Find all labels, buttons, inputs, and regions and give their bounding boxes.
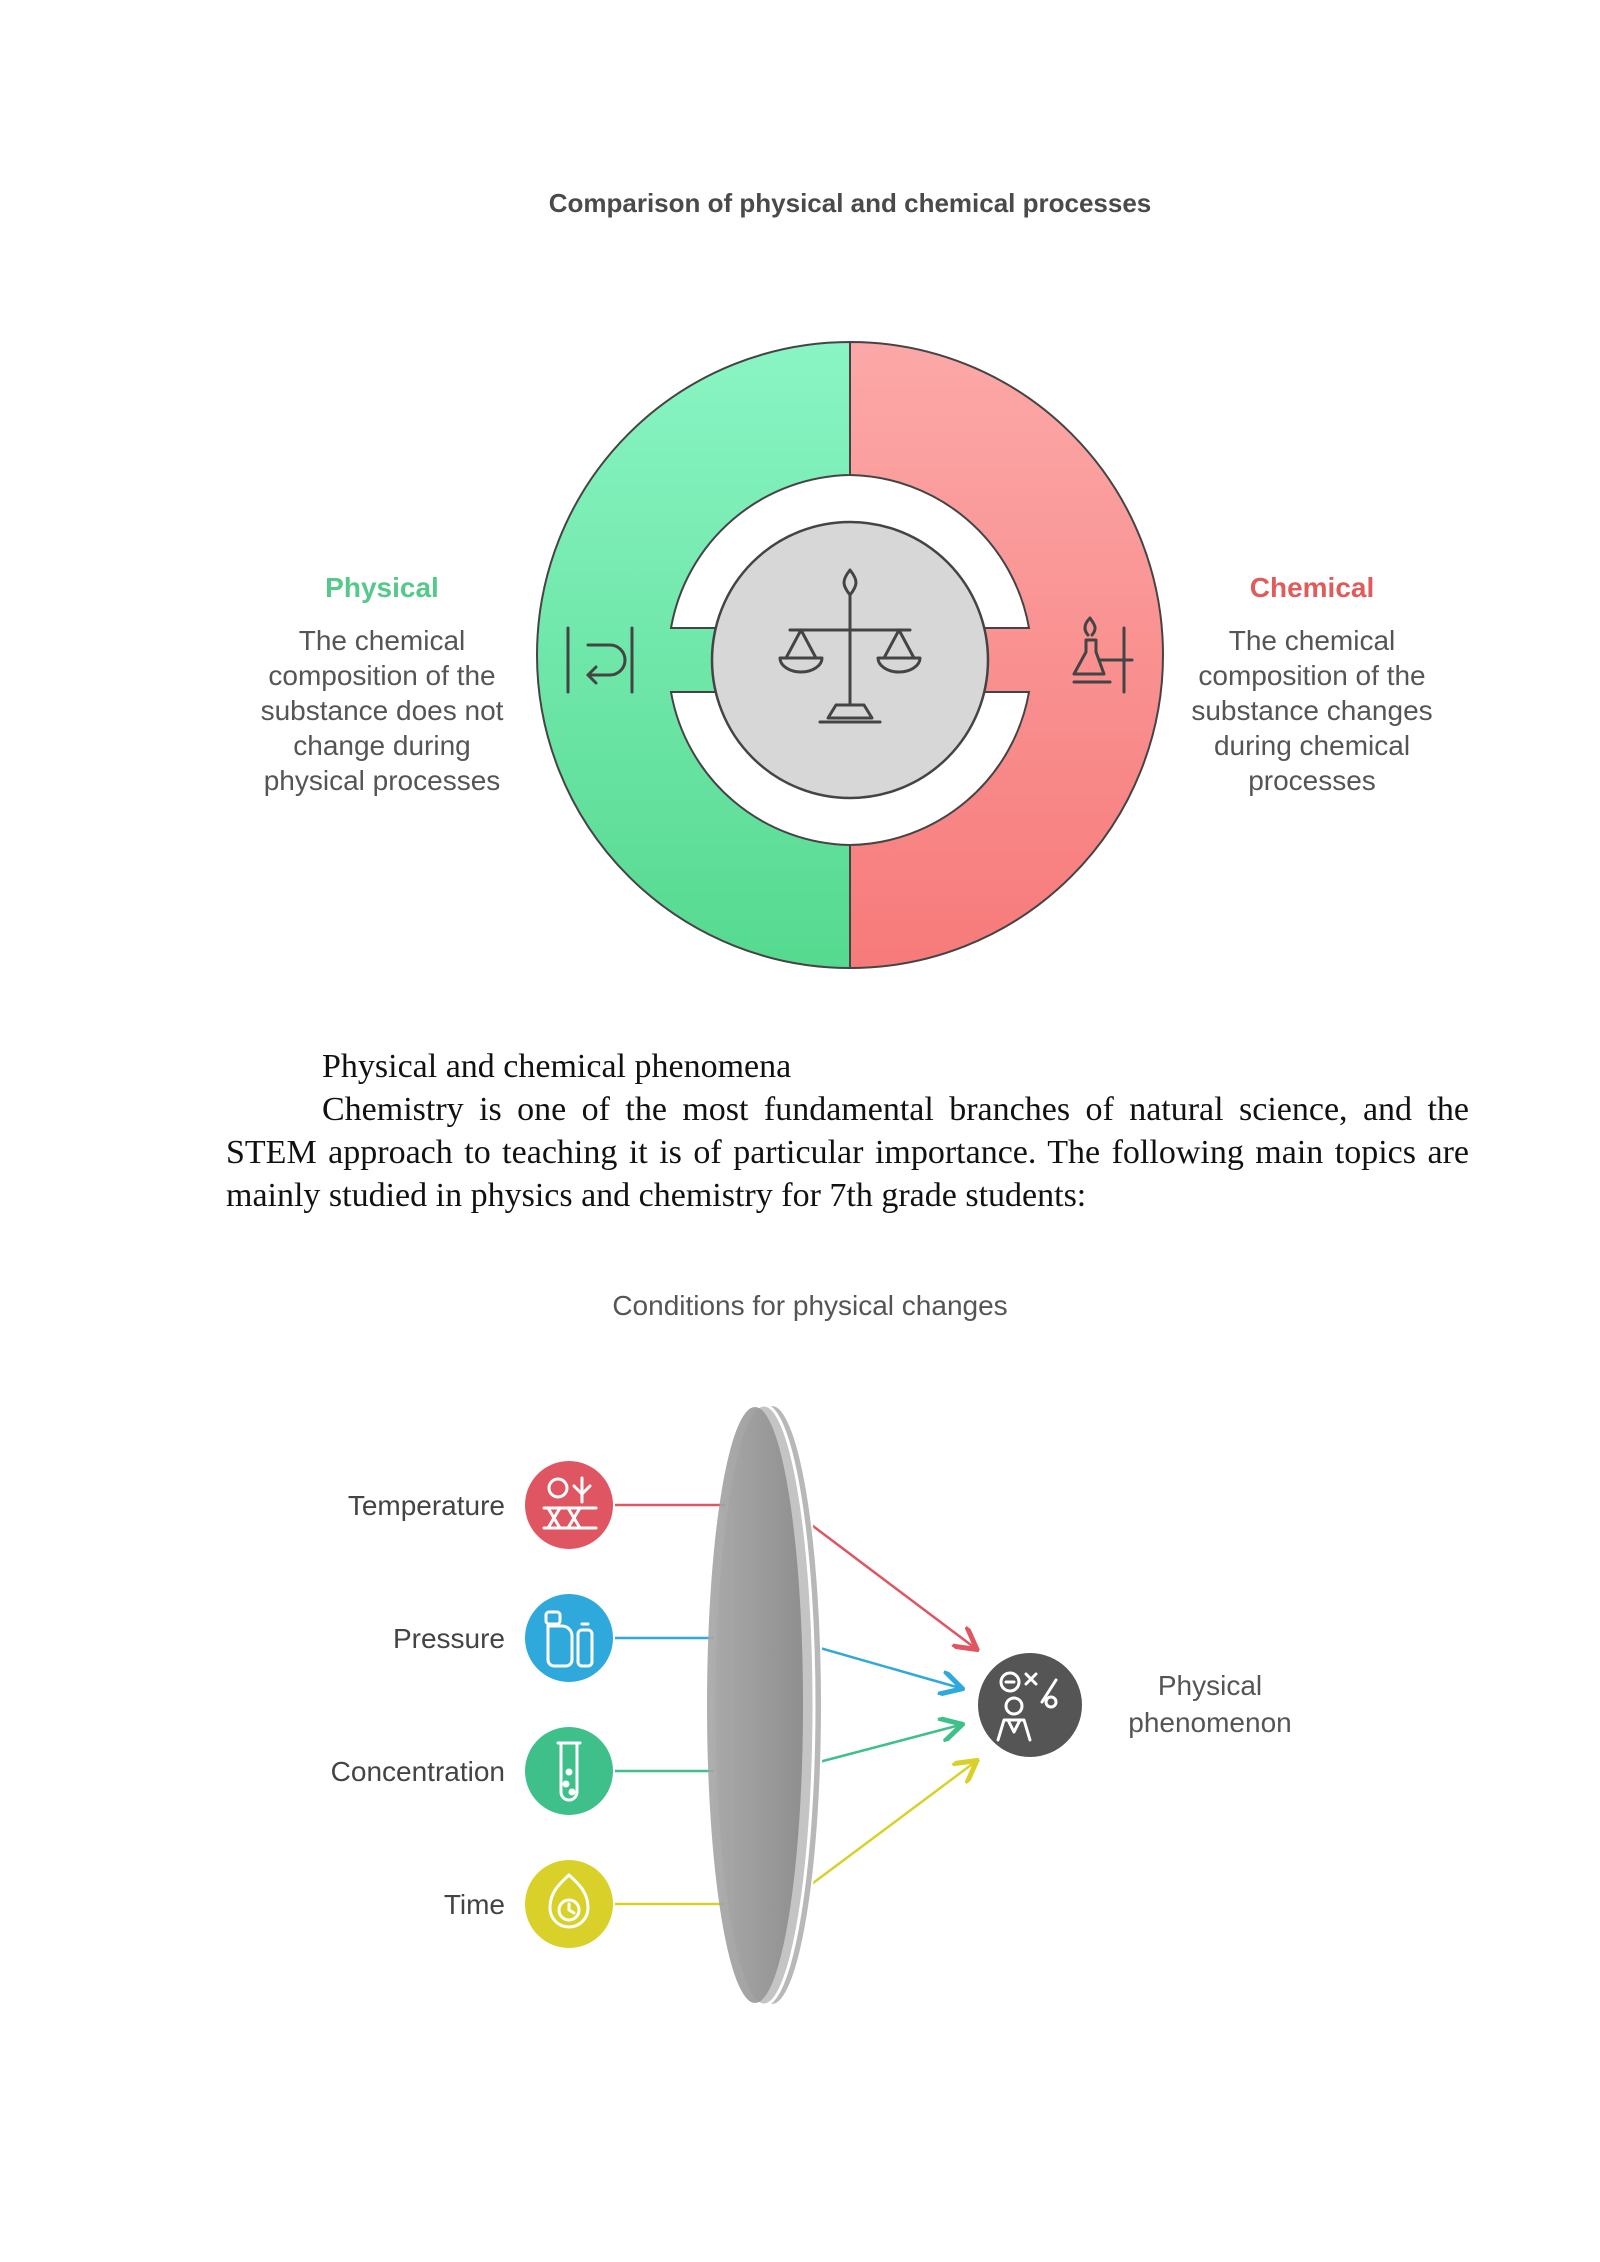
- result-icon-circle: [978, 1653, 1082, 1757]
- concentration-icon-circle: [525, 1727, 613, 1815]
- figure2-title: Conditions for physical changes: [612, 1290, 1008, 1321]
- condition-label-temperature: Temperature: [347, 1490, 505, 1521]
- conditions-diagram: [500, 1390, 1100, 2030]
- body-paragraph: Chemistry is one of the most fundamental branches of natural science, and the STEM approach to teaching it is of particular importance. The following main topics are mainly studied in physics and chemistry for 7th grade students:: [226, 1091, 1469, 1214]
- physical-title: Physical: [325, 572, 439, 603]
- condition-label-pressure: Pressure: [392, 1623, 505, 1654]
- physical-description: The chemical composition of the substance does not change during physical processes: [260, 625, 504, 796]
- pressure-icon-circle: [525, 1594, 613, 1682]
- chemical-title: Chemical: [1249, 572, 1375, 603]
- chemical-description: The chemical composition of the substance changes during chemical processes: [1191, 625, 1433, 796]
- time-icon-circle: [525, 1860, 613, 1948]
- figure1-title: Comparison of physical and chemical processes: [548, 188, 1152, 218]
- temperature-icon-circle: [525, 1461, 613, 1549]
- result-label: Physical phenomenon: [1128, 1670, 1292, 1738]
- filter-lens: [707, 1405, 822, 2005]
- section-heading: Physical and chemical phenomena: [322, 1048, 792, 1085]
- condition-label-concentration: Concentration: [330, 1756, 505, 1787]
- condition-label-time: Time: [443, 1889, 505, 1920]
- comparison-ring-diagram: [520, 330, 1180, 990]
